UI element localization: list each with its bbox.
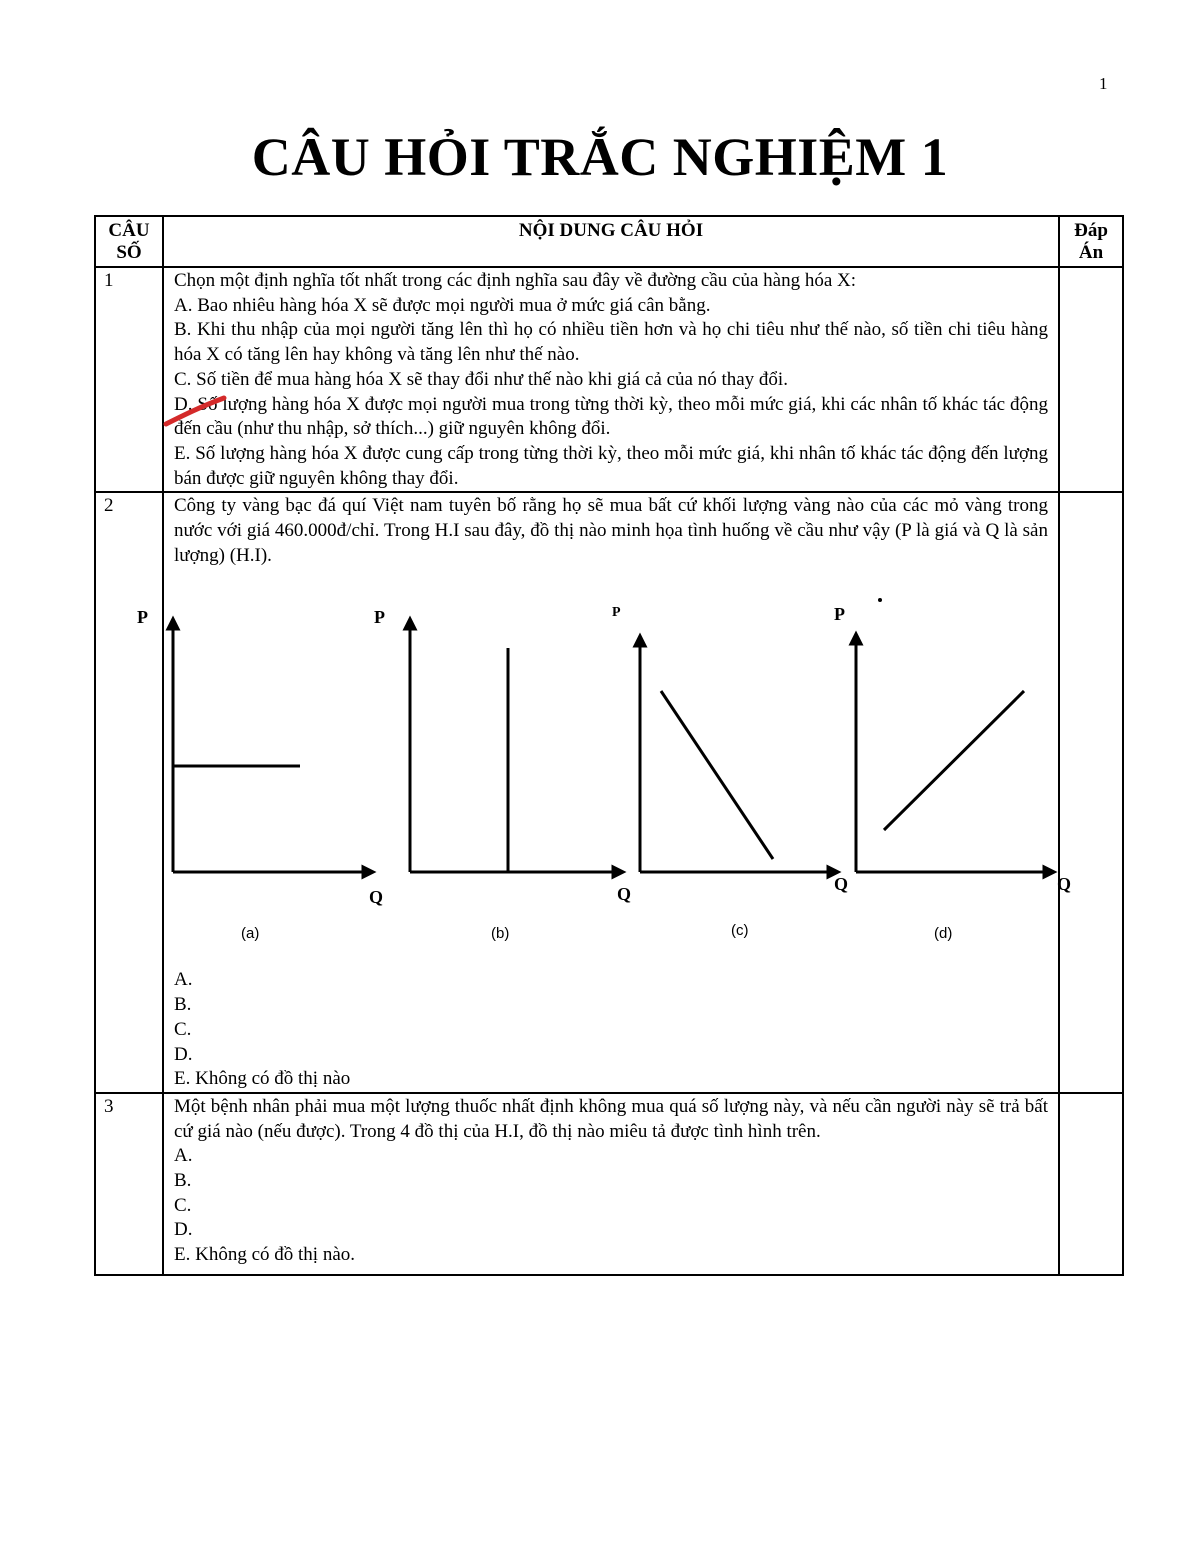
question-number: 2 bbox=[95, 492, 163, 1093]
graph-b bbox=[374, 607, 631, 942]
answer-cell[interactable] bbox=[1059, 267, 1123, 492]
graph-b-caption: (b) bbox=[491, 925, 510, 943]
option-d: D. bbox=[174, 1043, 193, 1065]
header-question-content: NỘI DUNG CÂU HỎI bbox=[163, 216, 1059, 267]
answer-cell[interactable] bbox=[1059, 1093, 1123, 1275]
graph-c-downward-demand-line bbox=[661, 691, 773, 859]
graph-c-caption: (c) bbox=[731, 922, 749, 940]
graph-d-p-label: P bbox=[834, 604, 845, 625]
graphs-svg bbox=[137, 568, 1104, 968]
option-c: C. bbox=[174, 1018, 192, 1040]
question-text: Công ty vàng bạc đá quí Việt nam tuyên bố rằng họ sẽ mua bất cứ khối lượng vàng nào của các mỏ vàng trong nước với giá 460.000đ/chỉ. Trong H.I sau đây, đồ thị nào minh họa tình huống về cầu như vậy (P là giá và Q là sản lượng) (H.I). bbox=[174, 495, 1048, 566]
table-row bbox=[95, 492, 1123, 1093]
graph-a-caption: (a) bbox=[241, 925, 260, 943]
question-content bbox=[137, 492, 1072, 1093]
graph-d-caption: (d) bbox=[934, 925, 953, 943]
question-number: 1 bbox=[95, 267, 163, 492]
question-content bbox=[163, 267, 1059, 492]
option-a: A. bbox=[174, 1145, 193, 1167]
graph-d-q-label: Q bbox=[1057, 874, 1072, 895]
graph-c bbox=[612, 605, 848, 939]
graph-a-q-label: Q bbox=[369, 887, 384, 908]
graph-c-p-label: P bbox=[612, 605, 621, 621]
graph-a bbox=[137, 607, 383, 942]
header-question-number: CÂU SỐ bbox=[95, 216, 163, 267]
option-e: E. Số lượng hàng hóa X được cung cấp trong từng thời kỳ, theo mỗi mức giá, khi nhân tố khác tác động đến lượng bán được giữ nguyên không thay đổi. bbox=[174, 442, 1048, 489]
option-d: D. bbox=[174, 1219, 193, 1241]
question-content bbox=[163, 1093, 1059, 1275]
table-header-row bbox=[95, 216, 1123, 267]
table-row bbox=[95, 267, 1123, 492]
graph-b-q-label: Q bbox=[617, 884, 632, 905]
page-number: 1 bbox=[1099, 74, 1108, 93]
option-b: B. bbox=[174, 1170, 192, 1192]
page-title: CÂU HỎI TRẮC NGHIỆM 1 bbox=[251, 127, 949, 187]
table-row bbox=[95, 1093, 1123, 1275]
question-text: Chọn một định nghĩa tốt nhất trong các định nghĩa sau đây về đường cầu của hàng hóa X: bbox=[174, 270, 857, 291]
graph-d bbox=[834, 598, 1071, 942]
option-c: C. Số tiền để mua hàng hóa X sẽ thay đổi như thế nào khi giá cả của nó thay đổi. bbox=[174, 368, 788, 390]
option-b: B. bbox=[174, 994, 192, 1016]
graph-b-p-label: P bbox=[374, 607, 385, 628]
question-number: 3 bbox=[95, 1093, 163, 1275]
demand-graphs-figure bbox=[137, 568, 1072, 968]
question-text: Một bệnh nhân phải mua một lượng thuốc nhất định không mua quá số lượng này, và nếu cần người này sẽ trả bất cứ giá nào (nếu được). Trong 4 đồ thị của H.I, đồ thị nào miêu tả được tình hình trên. bbox=[174, 1095, 1048, 1142]
red-pen-mark bbox=[162, 392, 232, 432]
graph-a-p-label: P bbox=[137, 607, 148, 628]
header-answer: Đáp Án bbox=[1059, 216, 1123, 267]
stray-dot bbox=[878, 598, 882, 602]
option-a: A. Bao nhiêu hàng hóa X sẽ được mọi người mua ở mức giá cân bằng. bbox=[174, 294, 711, 316]
graph-c-q-label: Q bbox=[834, 874, 849, 895]
option-d: D. Số lượng hàng hóa X được mọi người mua trong từng thời kỳ, theo mỗi mức giá, khi các nhân tố khác tác động đến cầu (như thu nhập, sở thích...) giữ nguyên không đổi. bbox=[174, 393, 1048, 440]
quiz-table bbox=[94, 215, 1124, 1276]
option-e: E. Không có đồ thị nào bbox=[174, 1068, 351, 1090]
option-c: C. bbox=[174, 1194, 192, 1216]
option-a: A. bbox=[174, 969, 193, 991]
option-b: B. Khi thu nhập của mọi người tăng lên thì họ có nhiều tiền hơn và họ chi tiêu như thế nào, số tiền chi tiêu hàng hóa X có tăng lên hay không và tăng lên như thế nào. bbox=[174, 319, 1048, 366]
graph-d-upward-line bbox=[884, 691, 1024, 830]
option-e: E. Không có đồ thị nào. bbox=[174, 1244, 356, 1266]
